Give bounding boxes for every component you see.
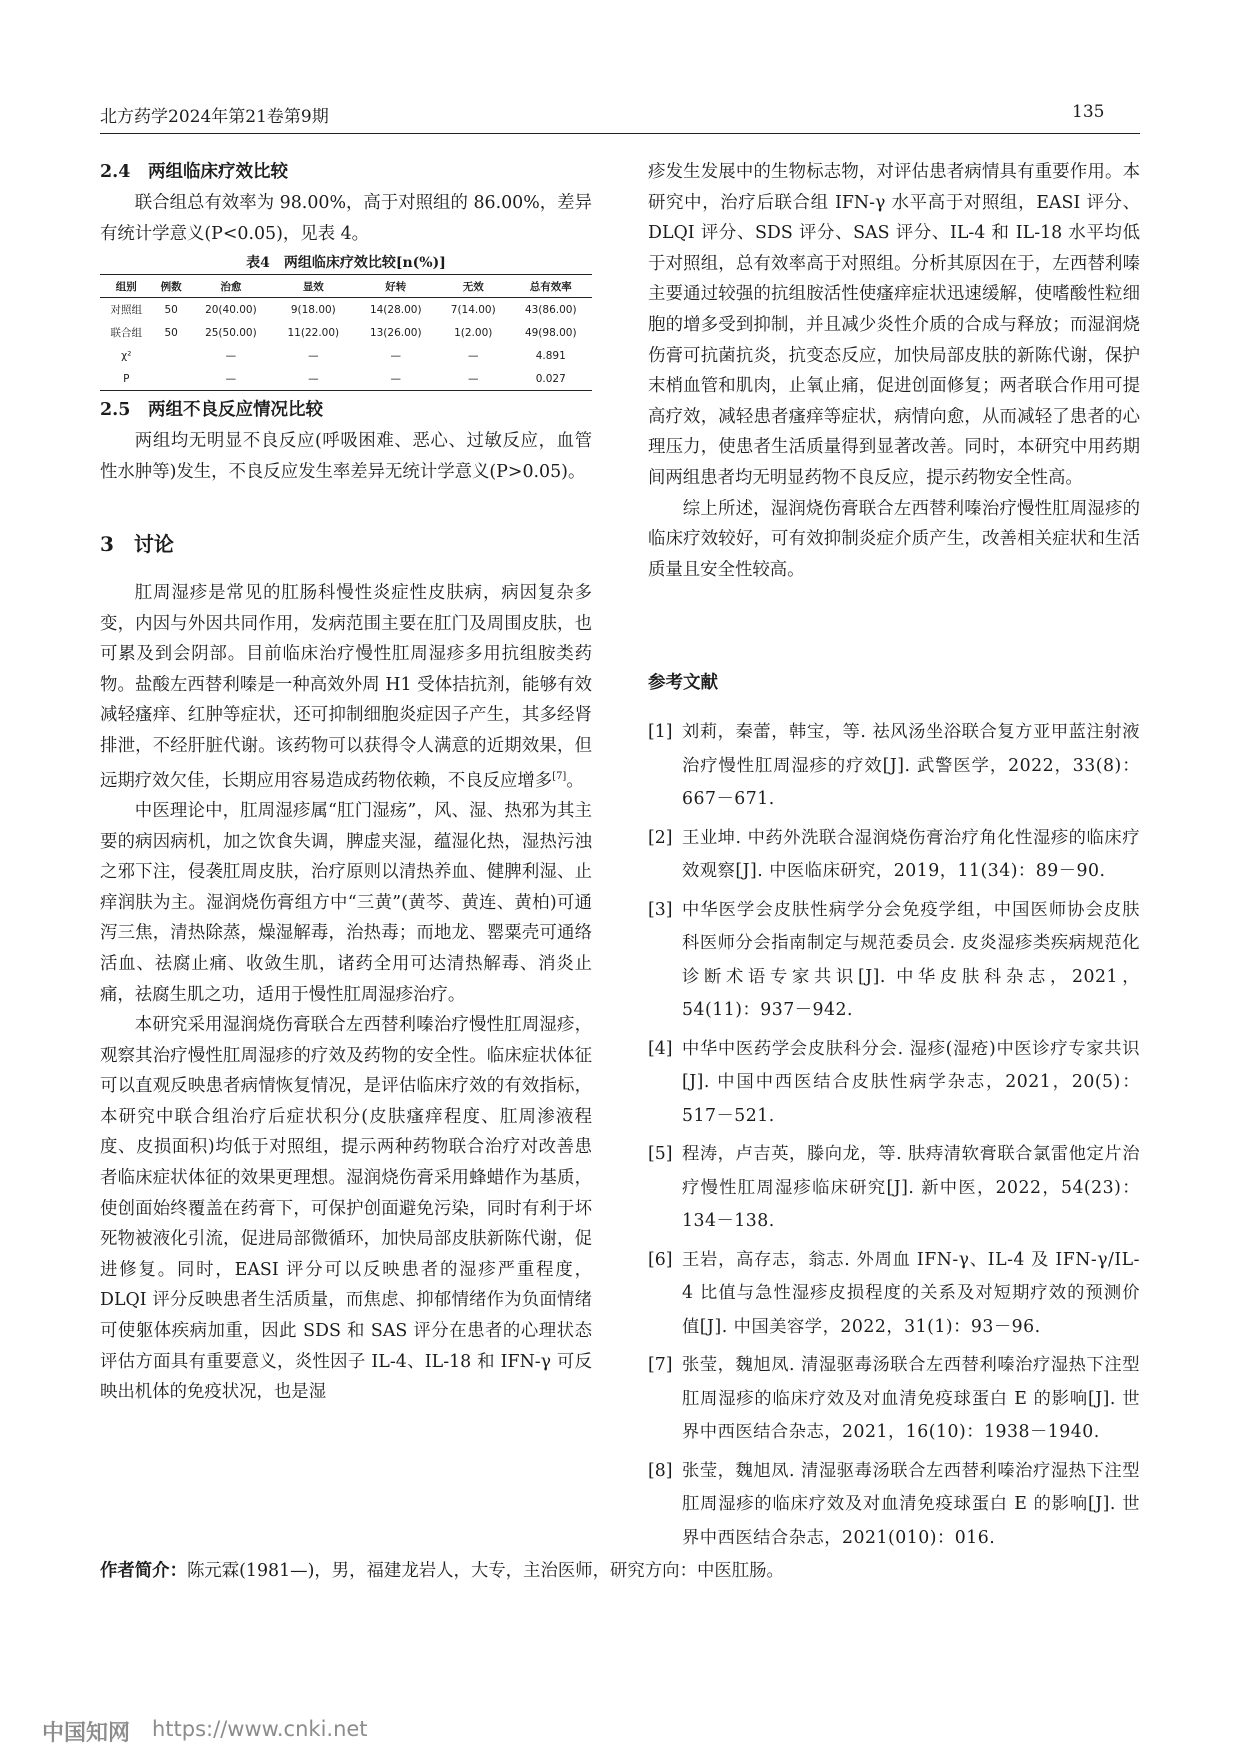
table-cell: — bbox=[467, 349, 479, 362]
section-2-5-title: 2.5 两组不良反应情况比较 bbox=[100, 400, 323, 420]
table-cell bbox=[153, 367, 190, 391]
table-header: 无效 bbox=[437, 275, 510, 298]
table-cell: χ² bbox=[121, 349, 132, 362]
table-header: 治愈 bbox=[190, 275, 272, 298]
reference-item bbox=[648, 822, 1140, 889]
table-cell: 0.027 bbox=[510, 367, 593, 391]
table-cell: — bbox=[390, 349, 401, 362]
reference-number: [8] bbox=[648, 1460, 673, 1481]
table-header: 显效 bbox=[272, 275, 354, 298]
table-cell: 50 bbox=[164, 303, 178, 316]
table-cell: 13(26.00) bbox=[369, 326, 422, 339]
table-cell: 14(28.00) bbox=[369, 303, 422, 316]
paragraph: 疹发生发展中的生物标志物，对评估患者病情具有重要作用。本研究中，治疗后联合组 IFN-γ 水平高于对照组，EASI 评分、DLQI 评分、SDS 评分、SAS 评分、IL-4 和 IL-18 水平均低于对照组，总有效率高于对照组。分析其原因在于，左西替利嗪主要通过较强的抗组胺活性使瘙痒症状迅速缓解，使嗜酸性粒细胞的增多受到抑制，并且减少炎性介质的合成与释放；而湿润烧伤膏可抗菌抗炎，抗变态反应，加快局部皮肤的新陈代谢，保护末梢血管和肌肉，止氧止痛，促进创面修复；两者联合作用可提高疗效，减轻患者瘙痒等症状，病情向愈，从而减轻了患者的心理压力，使患者生活质量得到显著改善。同时，本研究中用药期间两组患者均无明显药物不良反应，提示药物安全性高。 bbox=[648, 162, 1140, 488]
section-3-title: 3 讨论 bbox=[100, 532, 174, 556]
table-cell: 49(98.00) bbox=[524, 326, 577, 339]
table-cell: 25(50.00) bbox=[205, 326, 257, 339]
table-4-caption: 表4 两组临床疗效比较[n(%)] bbox=[246, 255, 446, 271]
author-note bbox=[100, 1556, 784, 1581]
reference-item bbox=[648, 1244, 1140, 1345]
paragraph bbox=[100, 578, 592, 796]
table-cell: P bbox=[100, 367, 153, 391]
reference-item bbox=[648, 1033, 1140, 1134]
table-row bbox=[100, 367, 592, 391]
references-list bbox=[648, 716, 1140, 1560]
table-cell: 11(22.00) bbox=[287, 326, 340, 339]
journal-header: 北方药学2024年第21卷第9期 bbox=[100, 107, 329, 127]
reference-text: 张莹，魏旭凤. 清湿驱毒汤联合左西替利嗪治疗湿热下注型肛周湿疹的临床疗效及对血清免疫球蛋白 E 的影响[J]. 世界中西医结合杂志，2021，16(10)：1938－1940. bbox=[682, 1355, 1140, 1442]
section-2-4-title: 2.4 两组临床疗效比较 bbox=[100, 162, 288, 182]
reference-item bbox=[648, 894, 1140, 1028]
page-number: 135 bbox=[1072, 102, 1105, 122]
reference-item bbox=[648, 716, 1140, 817]
reference-text: 王业坤. 中药外洗联合湿润烧伤膏治疗角化性湿疹的临床疗效观察[J]. 中医临床研究，2019，11(34)：89－90. bbox=[682, 827, 1140, 881]
table-cell: 1(2.00) bbox=[454, 326, 493, 339]
paragraph: 两组均无明显不良反应(呼吸困难、恶心、过敏反应，血管性水肿等)发生，不良反应发生率差异无统计学意义(P>0.05)。 bbox=[100, 431, 592, 482]
reference-item bbox=[648, 1349, 1140, 1450]
table-header-row bbox=[100, 275, 592, 298]
table-row bbox=[100, 344, 592, 367]
reference-text: 中华医学会皮肤性病学分会免疫学组，中国医师协会皮肤科医师分会指南制定与规范委员会. 皮炎湿疹类疾病规范化诊断术语专家共识[J]. 中华皮肤科杂志，2021，54(11)：937－942. bbox=[682, 899, 1140, 1020]
paragraph: 联合组总有效率为 98.00%，高于对照组的 86.00%，差异有统计学意义(P<0.05)，见表 4。 bbox=[100, 193, 592, 244]
table-row bbox=[100, 298, 592, 322]
table-cell: 9(18.00) bbox=[290, 303, 336, 316]
table-cell: 20(40.00) bbox=[205, 303, 257, 316]
reference-number: [3] bbox=[648, 899, 673, 920]
table-cell: 7(14.00) bbox=[450, 303, 496, 316]
reference-number: [7] bbox=[648, 1355, 673, 1375]
table-cell bbox=[153, 344, 190, 367]
table-cell: — bbox=[190, 367, 272, 391]
table-row bbox=[100, 321, 592, 344]
table-cell: 50 bbox=[164, 326, 178, 339]
author-text: 陈元霖(1981—)，男，福建龙岩人，大专，主治医师，研究方向：中医肛肠。 bbox=[186, 1561, 784, 1581]
paragraph-text: 肛周湿疹是常见的肛肠科慢性炎症性皮肤病，病因复杂多变，内因与外因共同作用，发病范围主要在肛门及周围皮肤，也可累及到会阴部。目前临床治疗慢性肛周湿疹多用抗组胺类药物。盐酸左西替利嗪是一种高效外周 H1 受体拮抗剂，能够有效减轻瘙痒、红肿等症状，还可抑制细胞炎症因子产生，其多经肾排泄，不经肝脏代谢。该药物可以获得令人满意的近期效果，但远期疗效欠佳，长期应用容易造成药物依赖，不良反应增多 bbox=[100, 583, 592, 791]
section-2-4-text bbox=[100, 188, 592, 249]
table-cell: 43(86.00) bbox=[524, 303, 577, 316]
table-header: 例数 bbox=[153, 275, 190, 298]
reference-text: 中华中医药学会皮肤科分会. 湿疹(湿疮)中医诊疗专家共识[J]. 中国中西医结合皮肤性病学杂志，2021，20(5)：517－521. bbox=[682, 1038, 1140, 1126]
header-rule bbox=[100, 133, 1140, 134]
reference-number: [4] bbox=[648, 1038, 673, 1059]
reference-number: [5] bbox=[648, 1144, 673, 1164]
table-cell: 联合组 bbox=[110, 327, 143, 339]
table-header: 组别 bbox=[100, 275, 153, 298]
table-cell: — bbox=[437, 367, 510, 391]
right-column-body bbox=[648, 157, 1140, 585]
references-title: 参考文献 bbox=[648, 673, 718, 693]
table-cell: 对照组 bbox=[110, 304, 143, 316]
reference-text: 王岩，高存志，翁志. 外周血 IFN-γ、IL-4 及 IFN-γ/IL-4 比值与急性湿疹皮损程度的关系及对短期疗效的预测价值[J]. 中国美容学，2022，31(1)：93－96. bbox=[682, 1249, 1140, 1337]
paragraph: 综上所述，湿润烧伤膏联合左西替利嗪治疗慢性肛周湿疹的临床疗效较好，可有效抑制炎症介质产生，改善相关症状和生活质量且安全性较高。 bbox=[648, 498, 1140, 580]
reference-item bbox=[648, 1138, 1140, 1239]
discussion-body bbox=[100, 578, 592, 1408]
paragraph-end: 。 bbox=[566, 770, 584, 791]
reference-text: 刘莉，秦蕾，韩宝，等. 祛风汤坐浴联合复方亚甲蓝注射液治疗慢性肛周湿疹的疗效[J]. 武警医学，2022，33(8)：667－671. bbox=[682, 722, 1140, 809]
reference-number: [2] bbox=[648, 827, 673, 848]
cnki-logo: 中国知网 bbox=[42, 1721, 131, 1746]
table-cell: — bbox=[272, 367, 354, 391]
table-header: 总有效率 bbox=[510, 275, 593, 298]
table-header: 好转 bbox=[355, 275, 437, 298]
table-cell: — bbox=[308, 349, 319, 362]
citation-marker: [7] bbox=[552, 770, 567, 782]
reference-item bbox=[648, 1455, 1140, 1556]
table-cell: 4.891 bbox=[535, 349, 566, 362]
table-4 bbox=[100, 274, 592, 391]
paragraph: 中医理论中，肛周湿疹属“肛门湿疡”，风、湿、热邪为其主要的病因病机，加之饮食失调，脾虚夹湿，蕴湿化热，湿热污浊之邪下注，侵袭肛周皮肤，治疗原则以清热养血、健脾利湿、止痒润肤为主。湿润烧伤膏组方中“三黄”(黄芩、黄连、黄柏)可通泻三焦，清热除蒸，燥湿解毒，治热毒；而地龙、罂粟壳可通络活血、祛腐止痛、收敛生肌，诸药全用可达清热解毒、消炎止痛，祛腐生肌之功，适用于慢性肛周湿疹治疗。 bbox=[100, 800, 592, 1005]
author-label: 作者简介： bbox=[100, 1561, 187, 1581]
table-cell: — bbox=[355, 367, 437, 391]
section-2-5-text bbox=[100, 426, 592, 487]
paragraph: 本研究采用湿润烧伤膏联合左西替利嗪治疗慢性肛周湿疹，观察其治疗慢性肛周湿疹的疗效及药物的安全性。临床症状体征可以直观反映患者病情恢复情况，是评估临床疗效的有效指标，本研究中联合组治疗后症状积分(皮肤瘙痒程度、肛周渗液程度、皮损面积)均低于对照组，提示两种药物联合治疗对改善患者临床症状体征的效果更理想。湿润烧伤膏采用蜂蜡作为基质，使创面始终覆盖在药膏下，可保护创面避免污染，同时有利于坏死物被液化引流，促进局部微循环，加快局部皮肤新陈代谢，促进修复。同时，EASI 评分可以反映患者的湿疹严重程度，DLQI 评分反映患者生活质量，而焦虑、抑郁情绪作为负面情绪可使躯体疾病加重，因此 SDS 和 SAS 评分在患者的心理状态评估方面具有重要意义，炎性因子 IL-4、IL-18 和 IFN-γ 可反映出机体的免疫状况，也是湿 bbox=[100, 1015, 592, 1403]
table-cell: — bbox=[225, 349, 237, 362]
reference-text: 程涛，卢吉英，滕向龙，等. 肤痔清软膏联合氯雷他定片治疗慢性肛周湿疹临床研究[J]. 新中医，2022，54(23)：134－138. bbox=[682, 1144, 1140, 1231]
cnki-url[interactable]: https://www.cnki.net bbox=[152, 1717, 368, 1741]
reference-number: [1] bbox=[648, 722, 673, 742]
reference-text: 张莹，魏旭凤. 清湿驱毒汤联合左西替利嗪治疗湿热下注型肛周湿疹的临床疗效及对血清免疫球蛋白 E 的影响[J]. 世界中西医结合杂志，2021(010)：016. bbox=[682, 1460, 1140, 1548]
reference-number: [6] bbox=[648, 1249, 673, 1270]
